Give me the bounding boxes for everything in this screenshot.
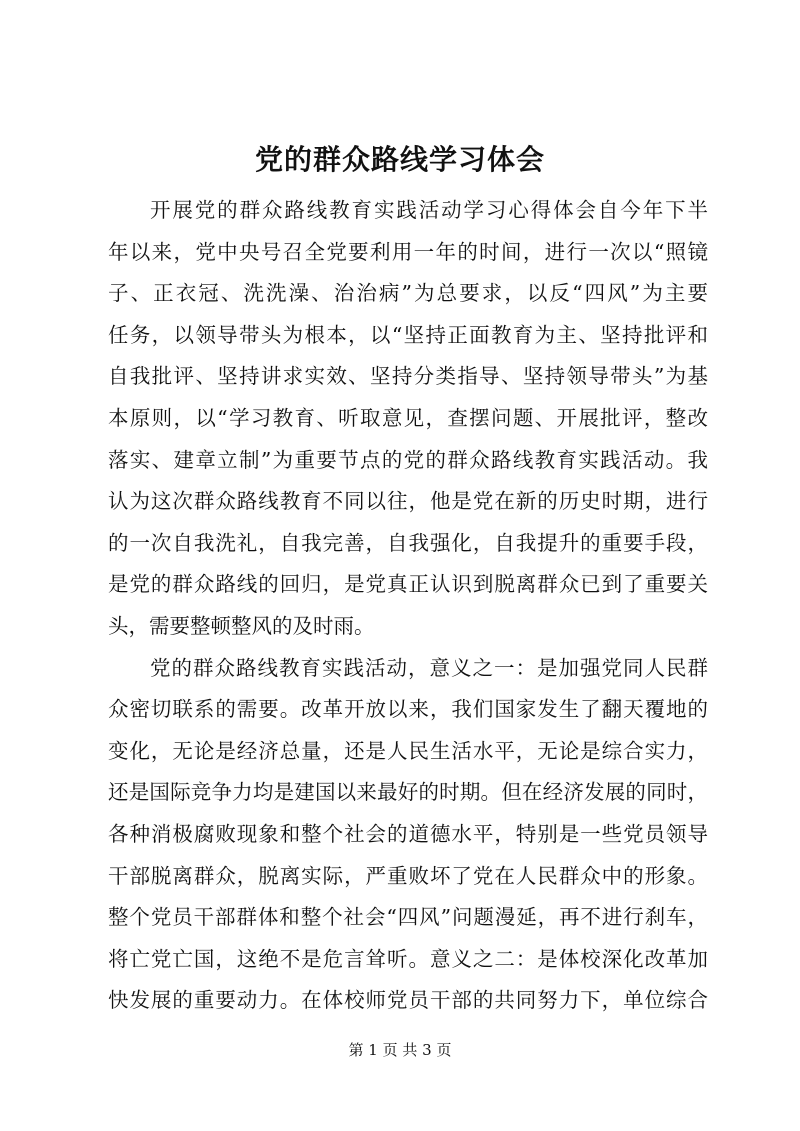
body-line: 子、正衣冠、洗洗澡、治治病”为总要求，以反“四风”为主要	[108, 281, 708, 306]
page-footer: 第 1 页 共 3 页	[348, 1041, 452, 1059]
body-line: 还是国际竞争力均是建国以来最好的时期。但在经济发展的同时，	[108, 780, 708, 805]
document-title: 党的群众路线学习体会	[254, 143, 545, 176]
body-line: 是党的群众路线的回归，是党真正认识到脱离群众已到了重要关	[108, 572, 708, 597]
body-line: 众密切联系的需要。改革开放以来，我们国家发生了翻天覆地的	[108, 697, 708, 722]
body-line: 年以来，党中央号召全党要利用一年的时间，进行一次以“照镜	[108, 239, 708, 264]
body-line: 整个党员干部群体和整个社会“四风”问题漫延，再不进行刹车，	[108, 905, 708, 930]
body-line: 自我批评、坚持讲求实效、坚持分类指导、坚持领导带头”为基	[108, 364, 708, 389]
body-line: 开展党的群众路线教育实践活动学习心得体会自今年下半	[150, 198, 708, 222]
body-line: 各种消极腐败现象和整个社会的道德水平，特别是一些党员领导	[108, 821, 708, 846]
body-line: 党的群众路线教育实践活动，意义之一：是加强党同人民群	[150, 655, 708, 680]
body-line: 认为这次群众路线教育不同以往，他是党在新的历史时期，进行	[108, 489, 708, 514]
body-line: 将亡党亡国，这绝不是危言耸听。意义之二：是体校深化改革加	[108, 946, 708, 971]
body-line: 变化，无论是经济总量，还是人民生活水平，无论是综合实力，	[108, 738, 708, 763]
body-line: 本原则，以“学习教育、听取意见，查摆问题、开展批评，整改	[108, 405, 708, 430]
body-line: 任务，以领导带头为根本，以“坚持正面教育为主、坚持批评和	[108, 322, 708, 347]
body-line: 头，需要整顿整风的及时雨。	[108, 613, 375, 638]
document-body	[108, 190, 708, 1022]
body-line: 的一次自我洗礼，自我完善，自我强化，自我提升的重要手段，	[108, 530, 708, 555]
body-line: 落实、建章立制”为重要节点的党的群众路线教育实践活动。我	[108, 447, 708, 472]
body-line: 快发展的重要动力。在体校师党员干部的共同努力下，单位综合	[108, 988, 708, 1013]
body-line: 干部脱离群众，脱离实际，严重败坏了党在人民群众中的形象。	[108, 863, 708, 888]
